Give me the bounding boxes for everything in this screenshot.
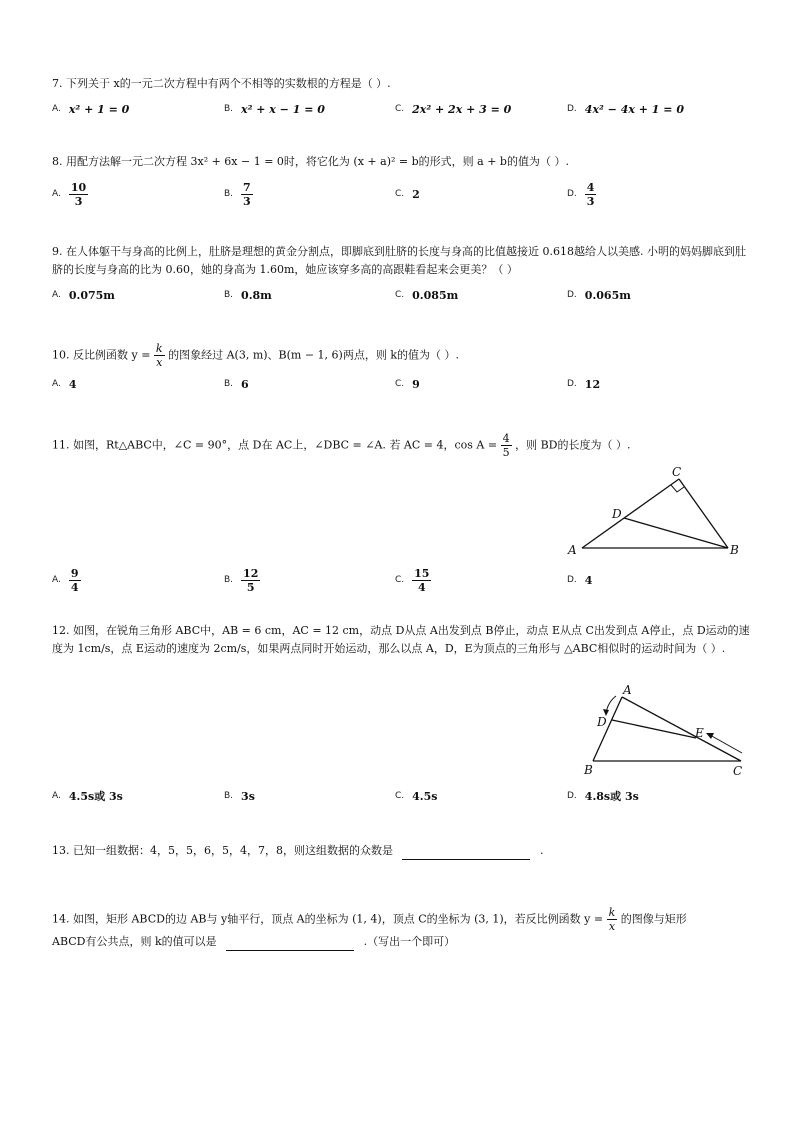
question-12-stem: 12. 如图，在锐角三角形 ABC中，AB = 6 cm，AC = 12 cm，动点 D从点 A出发到点 B停止，动点 E从点 C出发到点 A停止，点 D运动的速度为 1cm/s，点 E运动的速度为 2cm/s，如果两点同时开始运动，那么以点 A，D，E为顶点的三角形与 △ABC相似时的运动时间为（ ）. [52, 624, 750, 655]
option-d[interactable]: D. 0.065m [567, 288, 631, 302]
option-a[interactable]: A. 4 [52, 377, 77, 391]
option-d[interactable]: D. 12 [567, 377, 601, 391]
option-d[interactable]: D. $\frac{4}{3}$ [567, 180, 595, 208]
fraction: $\frac{7}{3}$ [243, 180, 251, 208]
option-b[interactable]: B. $\frac{12}{5}$ [224, 566, 259, 594]
option-d[interactable]: D. 4x² − 4x + 1 = 0 [567, 102, 684, 116]
fraction: $\frac{12}{5}$ [243, 566, 259, 594]
question-14 [52, 906, 752, 951]
option-a[interactable]: A. 0.075m [52, 288, 115, 302]
question-8-options [52, 172, 752, 216]
option-c[interactable]: C. $\frac{15}{4}$ [395, 566, 430, 594]
question-10-options [52, 374, 752, 394]
option-d[interactable]: D. 4.8s或 3s [567, 790, 639, 803]
question-7 [52, 75, 752, 93]
option-c[interactable]: C. 2 [395, 187, 420, 201]
question-10: 10. 反比例函数 y = $\frac{k}{x}$ 的图象经过 A(3, m)、B(m − 1, 6)两点，则 k的值为（ ）. [52, 342, 459, 369]
question-7-options [52, 99, 752, 119]
question-14-line-1: 14. 如图，矩形 ABCD的边 AB与 y轴平行，顶点 A的坐标为 (1, 4)，顶点 C的坐标为 (3, 1)，若反比例函数 y = $\frac{k}{x}$ 的图像与矩形 [52, 906, 687, 933]
option-c[interactable]: C. 4.5s [395, 789, 438, 803]
question-12 [52, 622, 752, 658]
question-13: 13. 已知一组数据：4，5，5，6，5，4，7，8，则这组数据的众数是 . [52, 842, 752, 860]
option-b[interactable]: B. $\frac{7}{3}$ [224, 180, 251, 208]
question-9-stem: 9. 在人体躯干与身高的比例上，肚脐是理想的黄金分割点，即脚底到肚脐的长度与身高的比值越接近 0.618越给人以美感. 小明的妈妈脚底到肚脐的长度与身高的比为 0.60，她的身高为 1.60m，她应该穿多高的高跟鞋看起来会更美？（ ） [52, 245, 746, 276]
fraction: $\frac{10}{3}$ [70, 180, 87, 208]
option-a[interactable]: A. 4.5s或 3s [52, 790, 123, 803]
question-14-line-2: ABCD有公共点，则 k的值可以是 .（写出一个即可） [52, 933, 752, 951]
fraction: $\frac{15}{4}$ [414, 566, 430, 594]
label-a: A [623, 683, 632, 697]
label-c: C [733, 764, 743, 778]
option-b[interactable]: B. x² + x − 1 = 0 [224, 102, 325, 116]
question-13-stem: 13. 已知一组数据：4，5，5，6，5，4，7，8，则这组数据的众数是 [52, 844, 393, 857]
question-9 [52, 243, 752, 279]
fraction-4-over-5: $\frac{4}{5}$ [502, 432, 510, 459]
option-a[interactable]: A. $\frac{10}{3}$ [52, 180, 87, 208]
option-b[interactable]: B. 6 [224, 377, 249, 391]
option-b[interactable]: B. 3s [224, 789, 255, 803]
question-11: 11. 如图，Rt△ABC中，∠C = 90°，点 D在 AC上，∠DBC = ∠A. 若 AC = 4，cos A = $\frac{4}{5}$ ，则 BD的长度为（ ）. [52, 432, 631, 459]
label-d: D [597, 715, 607, 729]
option-c[interactable]: C. 2x² + 2x + 3 = 0 [395, 102, 512, 116]
label-c: C [672, 465, 682, 479]
segment-ac [622, 697, 741, 761]
label-a: A [568, 543, 577, 557]
right-angle-mark [671, 485, 684, 492]
option-b[interactable]: B. 0.8m [224, 288, 272, 302]
question-8 [52, 153, 752, 171]
option-c[interactable]: C. 9 [395, 377, 420, 391]
segment-cb [679, 479, 728, 548]
question-7-stem: 7. 下列关于 x的一元二次方程中有两个不相等的实数根的方程是（ ）. [52, 77, 391, 90]
fraction-k-over-x: $\frac{k}{x}$ [155, 342, 163, 369]
answer-blank[interactable] [226, 938, 354, 951]
option-a[interactable]: A. x² + 1 = 0 [52, 102, 130, 116]
label-b: B [584, 763, 593, 777]
segment-de [612, 720, 696, 738]
question-11-options [52, 558, 752, 602]
question-12-options [52, 786, 752, 806]
question-9-options [52, 285, 752, 305]
option-a[interactable]: A. $\frac{9}{4}$ [52, 566, 79, 594]
fraction-k-over-x: $\frac{k}{x}$ [608, 906, 616, 933]
figure-q11-triangle [566, 462, 746, 562]
figure-q12-triangle [576, 680, 751, 780]
fraction: $\frac{4}{3}$ [586, 180, 595, 208]
label-d: D [612, 507, 622, 521]
arrow-e-path [710, 735, 742, 753]
segment-db [624, 518, 728, 548]
answer-blank[interactable] [402, 847, 530, 860]
question-8-stem: 8. 用配方法解一元二次方程 3x² + 6x − 1 = 0时，将它化为 (x + a)² = b的形式，则 a + b的值为（ ）. [52, 155, 569, 168]
option-d[interactable]: D. 4 [567, 573, 593, 587]
fraction: $\frac{9}{4}$ [70, 566, 79, 594]
segment-ac [582, 479, 679, 548]
label-e: E [695, 726, 704, 740]
arrow-e-head [706, 733, 714, 739]
option-c[interactable]: C. 0.085m [395, 288, 459, 302]
label-b: B [730, 543, 739, 557]
